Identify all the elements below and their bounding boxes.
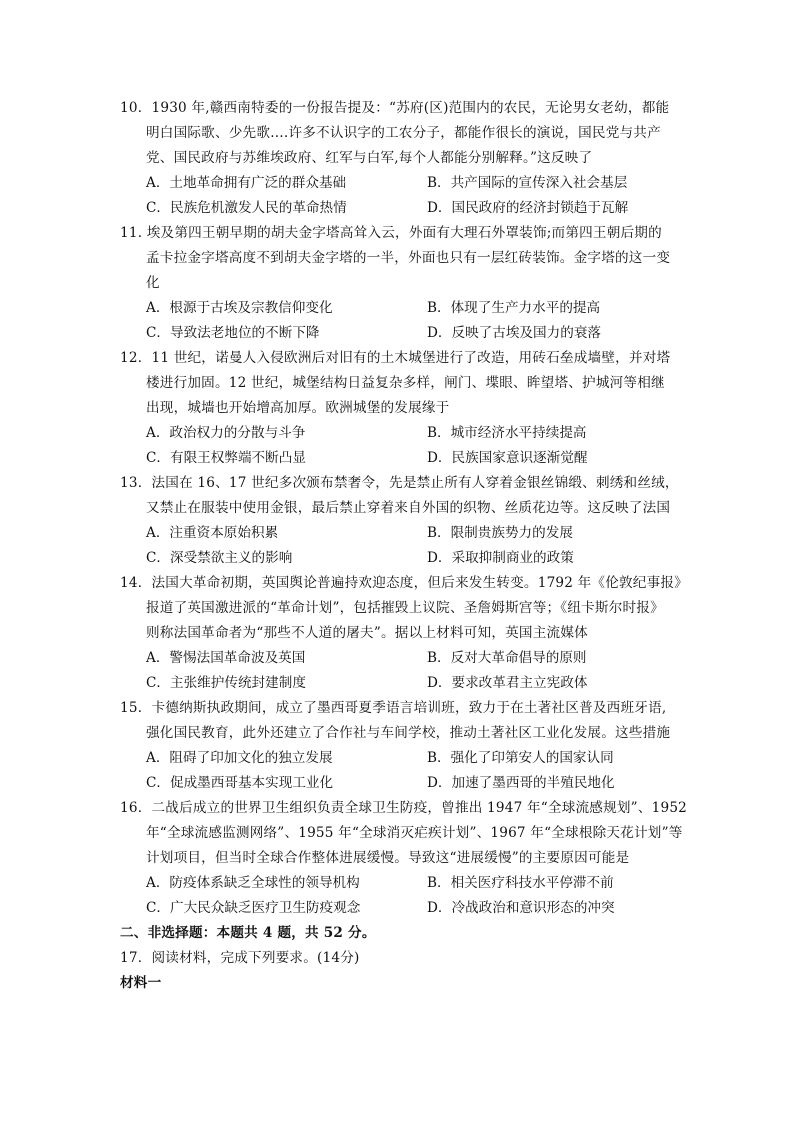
question-14-option-d[interactable]: D．要求改革君主立宪政体: [427, 675, 588, 691]
question-13-option-d[interactable]: D．采取抑制商业的政策: [427, 550, 574, 566]
question-10-option-a[interactable]: A．土地革命拥有广泛的群众基础: [146, 175, 347, 191]
question-10-option-d[interactable]: D．国民政府的经济封锁趋于瓦解: [427, 200, 629, 216]
question-10-option-b[interactable]: B．共产国际的宣传深入社会基层: [427, 175, 628, 191]
question-16-option-a[interactable]: A．防疫体系缺乏全球性的领导机构: [146, 875, 360, 891]
question-11-option-c[interactable]: C．导致法老地位的不断下降: [146, 325, 320, 341]
question-12-option-c[interactable]: C．有限王权弊端不断凸显: [146, 450, 306, 466]
question-13-line-1: 13．法国在 16、17 世纪多次颁布禁奢令，先是禁止所有人穿着金银丝锦缎、刺绣和丝绒，: [120, 475, 679, 491]
question-10-line-2: 明白国际歌、少先歌….许多不认识字的工农分子，都能作很长的演说，国民党与共产: [146, 125, 661, 141]
question-16-line-3: 计划项目，但当时全球合作整体进展缓慢。导致这“进展缓慢”的主要原因可能是: [146, 850, 630, 866]
question-15-option-b[interactable]: B．强化了印第安人的国家认同: [427, 750, 614, 766]
question-12-option-b[interactable]: B．城市经济水平持续提高: [427, 425, 587, 441]
question-12-line-3: 出现，城墙也开始增高加厚。欧洲城堡的发展缘于: [146, 400, 450, 416]
question-15-option-d[interactable]: D．加速了墨西哥的半殖民地化: [427, 775, 615, 791]
question-17-instruction: 17．阅读材料，完成下列要求。(14分): [120, 950, 360, 966]
question-12-line-1: 12．11 世纪，诺曼人入侵欧洲后对旧有的土木城堡进行了改造，用砖石垒成墙壁，并对塔: [120, 350, 671, 366]
question-11-line-2: 孟卡拉金字塔高度不到胡夫金字塔的一半，外面也只有一层红砖装饰。金字塔的这一变: [146, 250, 671, 266]
question-16-line-1: 16．二战后成立的世界卫生组织负责全球卫生防疫，曾推出 1947 年“全球流感规划”、1952: [120, 800, 688, 816]
question-14-option-a[interactable]: A．警惕法国革命波及英国: [146, 650, 306, 666]
question-11-option-d[interactable]: D．反映了古埃及国力的衰落: [427, 325, 602, 341]
question-11-line-3: 化: [146, 275, 160, 291]
question-16-line-2: 年“全球流感监测网络”、1955 年“全球消灭疟疾计划”、1967 年“全球根除天花计划”等: [146, 825, 683, 841]
question-15-line-2: 强化国民教育，此外还建立了合作社与车间学校，推动土著社区工业化发展。这些措施: [146, 725, 671, 741]
question-11-option-b[interactable]: B．体现了生产力水平的提高: [427, 300, 601, 316]
question-15-option-c[interactable]: C．促成墨西哥基本实现工业化: [146, 775, 334, 791]
material-label: 材料一: [120, 975, 162, 991]
question-12-option-d[interactable]: D．民族国家意识逐渐觉醒: [427, 450, 588, 466]
section-heading: 二、非选择题：本题共 4 题，共 52 分。: [120, 925, 376, 941]
question-14-line-1: 14．法国大革命初期，英国舆论普遍持欢迎态度，但后来发生转变。1792 年《伦敦纪事报》: [120, 575, 688, 591]
question-14-line-3: 则称法国革命者为“那些不人道的屠夫”。据以上材料可知，英国主流媒体: [146, 625, 588, 641]
question-10-option-c[interactable]: C．民族危机激发人民的革命热情: [146, 200, 347, 216]
question-16-option-d[interactable]: D．冷战政治和意识形态的冲突: [427, 900, 615, 916]
question-13-option-b[interactable]: B．限制贵族势力的发展: [427, 525, 573, 541]
question-15-line-1: 15．卡德纳斯执政期间，成立了墨西哥夏季语言培训班，致力于在土著社区普及西班牙语,: [120, 700, 667, 716]
question-14-line-2: 报道了英国激进派的“革命计划”，包括摧毁上议院、圣詹姆斯宫等；《纽卡斯尔时报》: [146, 600, 664, 616]
question-12-option-a[interactable]: A．政治权力的分散与斗争: [146, 425, 306, 441]
question-13-option-a[interactable]: A．注重资本原始积累: [146, 525, 279, 541]
question-16-option-c[interactable]: C．广大民众缺乏医疗卫生防疫观念: [146, 900, 361, 916]
question-16-option-b[interactable]: B．相关医疗科技水平停滞不前: [427, 875, 614, 891]
question-13-line-2: 又禁止在服装中使用金银，最后禁止穿着来自外国的织物、丝质花边等。这反映了法国: [146, 500, 671, 516]
question-13-option-c[interactable]: C．深受禁欲主义的影响: [146, 550, 293, 566]
question-15-option-a[interactable]: A．阻碍了印加文化的独立发展: [146, 750, 333, 766]
question-10-line-3: 党、国民政府与苏维埃政府、红军与白军,每个人都能分别解释。”这反映了: [146, 150, 593, 166]
question-11-option-a[interactable]: A．根源于古埃及宗教信仰变化: [146, 300, 333, 316]
question-10-line-1: 10．1930 年,赣西南特委的一份报告提及：“苏府(区)范围内的农民，无论男女老幼，都能: [120, 100, 670, 116]
question-14-option-c[interactable]: C．主张维护传统封建制度: [146, 675, 306, 691]
question-12-line-2: 楼进行加固。12 世纪，城堡结构日益复杂多样，闸门、堞眼、眸望塔、护城河等相继: [146, 375, 665, 391]
question-11-line-1: 11. 埃及第四王朝早期的胡夫金字塔高耸入云，外面有大理石外罩装饰;而第四王朝后期的: [120, 225, 662, 241]
question-14-option-b[interactable]: B．反对大革命倡导的原则: [427, 650, 587, 666]
